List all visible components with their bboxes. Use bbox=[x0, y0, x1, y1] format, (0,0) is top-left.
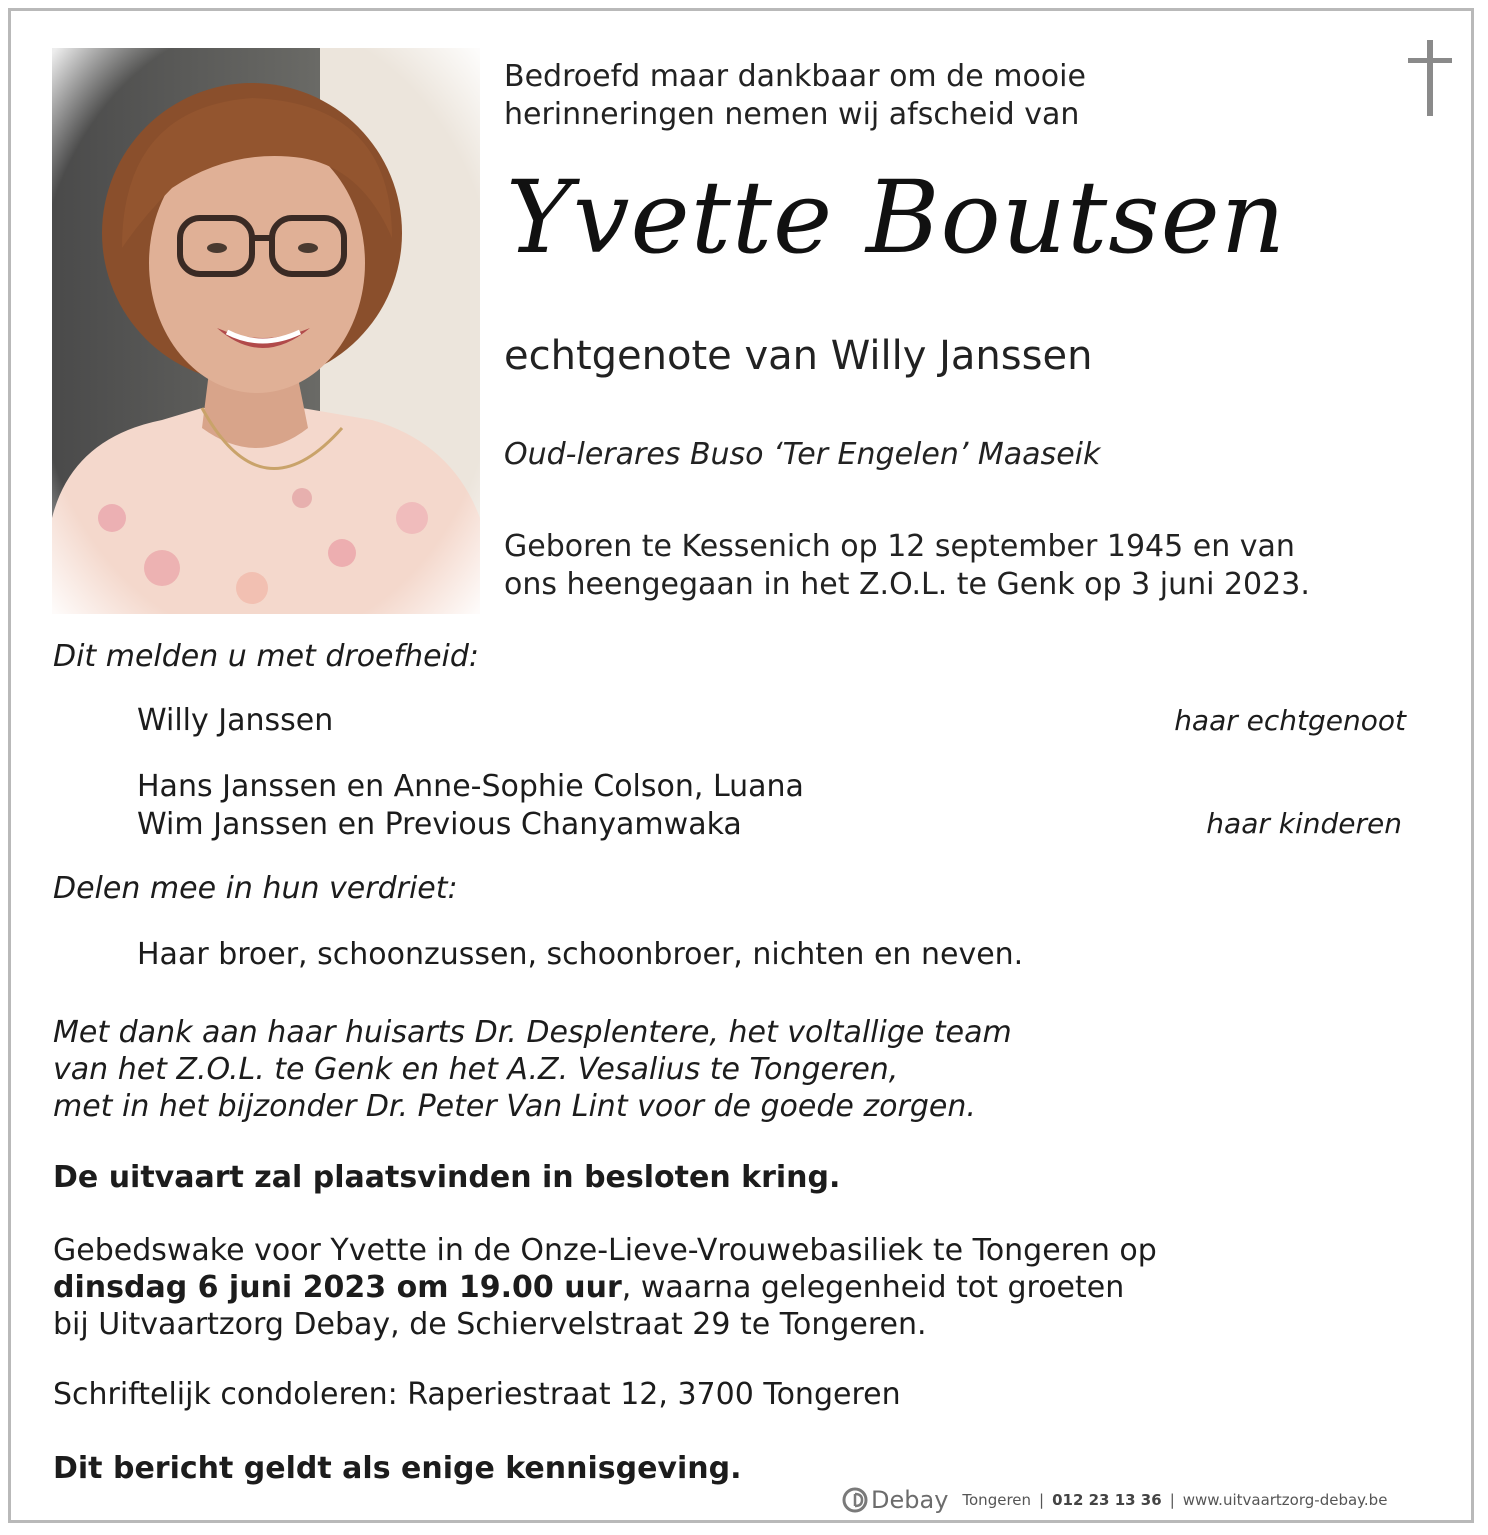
occupation: Oud-lerares Buso ‘Ter Engelen’ Maaseik bbox=[504, 437, 1101, 472]
spouse-line: echtgenote van Willy Janssen bbox=[504, 333, 1093, 379]
funeral-notice: De uitvaart zal plaatsvinden in besloten kring. bbox=[53, 1160, 841, 1195]
announcer-children bbox=[137, 768, 804, 844]
wake-date: dinsdag 6 juni 2023 om 19.00 uur bbox=[53, 1270, 622, 1305]
footer-city: Tongeren bbox=[962, 1491, 1032, 1509]
wake-line bbox=[53, 1269, 1157, 1306]
wake-info bbox=[53, 1232, 1157, 1343]
thanks-text bbox=[53, 1014, 1012, 1125]
footer-brand: Debay bbox=[871, 1486, 949, 1514]
announcer-spouse-relation: haar echtgenoot bbox=[1174, 704, 1406, 737]
intro-text bbox=[504, 58, 1086, 134]
footer bbox=[842, 1484, 1387, 1516]
footer-phone[interactable]: 012 23 13 36 bbox=[1052, 1491, 1162, 1509]
condolences-address: Schriftelijk condoleren: Raperiestraat 12, 3700 Tongeren bbox=[53, 1377, 901, 1412]
sharing-heading: Delen mee in hun verdriet: bbox=[53, 871, 458, 906]
notice-text: Dit bericht geldt als enige kennisgeving. bbox=[53, 1451, 742, 1486]
wake-line: Gebedswake voor Yvette in de Onze-Lieve-Vrouwebasiliek te Tongeren op bbox=[53, 1233, 1157, 1268]
thanks-line: van het Z.O.L. te Genk en het A.Z. Vesalius te Tongeren, bbox=[53, 1052, 899, 1087]
announcer-spouse-name: Willy Janssen bbox=[137, 703, 334, 738]
cross-icon bbox=[1404, 38, 1456, 118]
birth-death-line: ons heengegaan in het Z.O.L. te Genk op 3 juni 2023. bbox=[504, 567, 1310, 602]
birth-death-line: Geboren te Kessenich op 12 september 1945 en van bbox=[504, 529, 1295, 564]
child-line: Wim Janssen en Previous Chanyamwaka bbox=[137, 807, 742, 842]
intro-line: Bedroefd maar dankbaar om de mooie bbox=[504, 59, 1086, 94]
birth-death bbox=[504, 528, 1310, 604]
footer-separator: | bbox=[1039, 1491, 1045, 1509]
sharing-text: Haar broer, schoonzussen, schoonbroer, nichten en neven. bbox=[137, 937, 1024, 972]
debay-logo-icon bbox=[842, 1487, 868, 1513]
wake-line-rest: , waarna gelegenheid tot groeten bbox=[621, 1270, 1125, 1305]
footer-separator: | bbox=[1169, 1491, 1175, 1509]
announcers-heading: Dit melden u met droefheid: bbox=[53, 639, 480, 674]
portrait-photo bbox=[52, 48, 480, 614]
announcer-children-relation: haar kinderen bbox=[1206, 807, 1402, 840]
wake-line: bij Uitvaartzorg Debay, de Schiervelstraat 29 te Tongeren. bbox=[53, 1307, 927, 1342]
thanks-line: met in het bijzonder Dr. Peter Van Lint voor de goede zorgen. bbox=[53, 1089, 976, 1124]
thanks-line: Met dank aan haar huisarts Dr. Desplentere, het voltallige team bbox=[53, 1015, 1012, 1050]
intro-line: herinneringen nemen wij afscheid van bbox=[504, 97, 1080, 132]
deceased-name: Yvette Boutsen bbox=[506, 159, 1287, 276]
child-line: Hans Janssen en Anne-Sophie Colson, Luana bbox=[137, 769, 804, 804]
footer-website[interactable]: www.uitvaartzorg-debay.be bbox=[1182, 1491, 1388, 1509]
